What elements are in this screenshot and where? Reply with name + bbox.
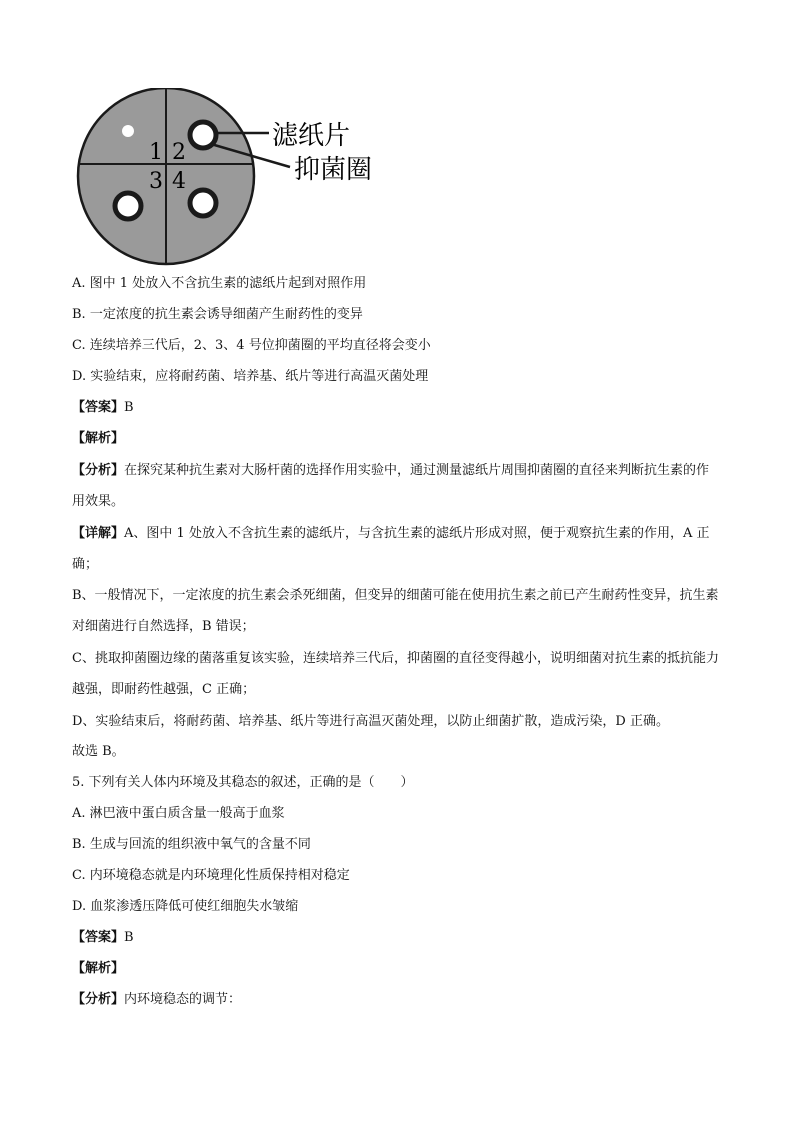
q5-analysis	[72, 990, 241, 1010]
q4-option-a: A. 图中 1 处放入不含抗生素的滤纸片起到对照作用	[72, 276, 367, 291]
analysis-tag: 【分析】	[72, 463, 125, 478]
answer-tag: 【答案】	[72, 400, 125, 415]
answer-value: B	[124, 930, 134, 945]
q5-option-b: B. 生成与回流的组织液中氧气的含量不同	[72, 837, 311, 852]
q4-detail-b: B、一般情况下，一定浓度的抗生素会杀死细菌，但变异的细菌可能在使用抗生素之前已产生耐药性变异，抗生素对细菌进行自然选择，B 错误；	[72, 588, 719, 634]
analysis-tag: 【分析】	[72, 992, 125, 1007]
petri-dish-diagram	[76, 88, 396, 268]
q4-detail-c: C、挑取抑菌圈边缘的菌落重复该实验，连续培养三代后，抑菌圈的直径变得越小，说明细菌对抗生素的抵抗能力越强，即耐药性越强，C 正确；	[72, 651, 719, 697]
analysis-text: 在探究某种抗生素对大肠杆菌的选择作用实验中，通过测量滤纸片周围抑菌圈的直径来判断抗生素的作用效果。	[72, 463, 710, 509]
inhibition-ring-3	[115, 193, 141, 219]
inhibition-ring-4	[190, 190, 216, 216]
label-filter-paper: 滤纸片	[272, 121, 351, 151]
q4-explain-tag	[72, 429, 124, 449]
answer-tag: 【答案】	[72, 930, 125, 945]
q4-conclusion: 故选 B。	[72, 744, 125, 759]
explain-tag: 【解析】	[72, 431, 125, 446]
q5-option-c: C. 内环境稳态就是内环境理化性质保持相对稳定	[72, 868, 350, 883]
region-number-2: 2	[172, 140, 186, 165]
q5-answer	[72, 928, 134, 948]
answer-value: B	[124, 400, 134, 415]
q5-option-d: D. 血浆渗透压降低可使红细胞失水皱缩	[72, 899, 299, 914]
q5-option-a: A. 淋巴液中蛋白质含量一般高于血浆	[72, 806, 285, 821]
analysis-text: 内环境稳态的调节：	[124, 992, 242, 1007]
q5-stem: 5. 下列有关人体内环境及其稳态的叙述，正确的是（ ）	[72, 775, 414, 790]
region-number-1: 1	[149, 140, 163, 165]
q4-detail-d: D、实验结束后，将耐药菌、培养基、纸片等进行高温灭菌处理，以防止细菌扩散，造成污染，D 正确。	[72, 714, 669, 729]
q4-analysis	[72, 455, 722, 517]
q4-option-d: D. 实验结束，应将耐药菌、培养基、纸片等进行高温灭菌处理	[72, 369, 429, 384]
petri-dish-figure	[76, 88, 396, 268]
label-inhibition-ring: 抑菌圈	[294, 155, 373, 185]
detail-tag: 【详解】	[72, 526, 125, 541]
detail-a-text: A、图中 1 处放入不含抗生素的滤纸片，与含抗生素的滤纸片形成对照，便于观察抗生素的作用，A 正确；	[72, 526, 710, 572]
q4-answer	[72, 398, 134, 418]
q4-option-c: C. 连续培养三代后，2、3、4 号位抑菌圈的平均直径将会变小	[72, 338, 431, 353]
region-number-4: 4	[172, 169, 186, 194]
q4-option-b: B. 一定浓度的抗生素会诱导细菌产生耐药性的变异	[72, 307, 363, 322]
explain-tag: 【解析】	[72, 961, 125, 976]
q4-detail-a	[72, 518, 722, 580]
q5-explain-tag	[72, 959, 124, 979]
region-number-3: 3	[149, 169, 163, 194]
filter-disk-1	[122, 125, 134, 137]
